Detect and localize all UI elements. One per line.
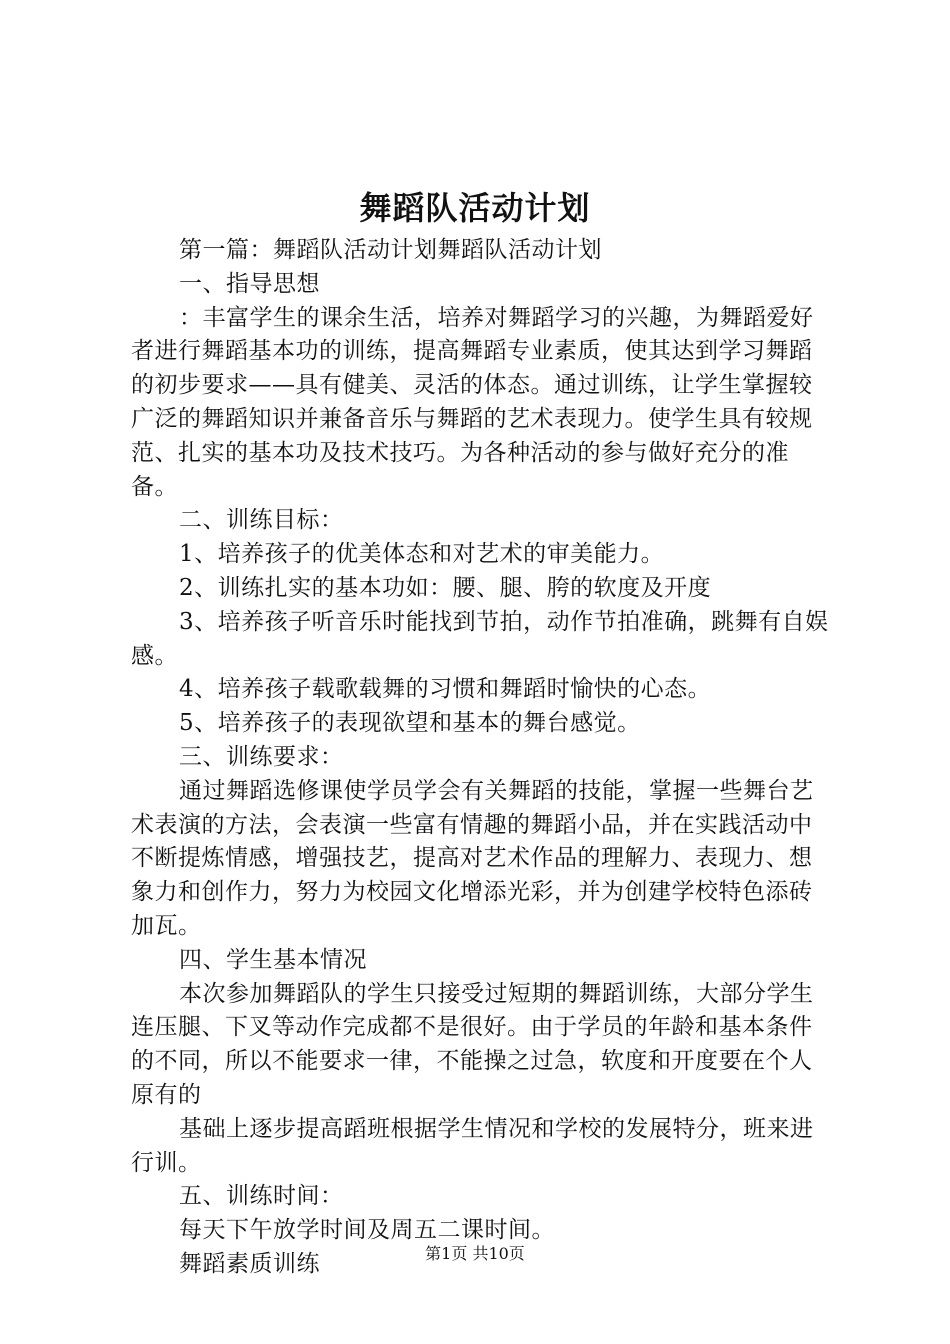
section-heading-first: 第一篇：舞蹈队活动计划舞蹈队活动计划 bbox=[179, 237, 602, 263]
goal-item-4: 4、培养孩子载歌载舞的习惯和舞蹈时愉快的心态。 bbox=[179, 676, 712, 703]
page-footer: 第1页 共10页 bbox=[425, 1244, 525, 1263]
document-title: 舞蹈队活动计划 bbox=[359, 189, 591, 227]
heading-training-requirements: 三、训练要求： bbox=[179, 743, 344, 770]
heading-training-goals: 二、训练目标： bbox=[179, 507, 344, 534]
heading-guiding-thought: 一、指导思想 bbox=[179, 270, 320, 297]
heading-training-time: 五、训练时间： bbox=[179, 1183, 344, 1210]
paragraph-training-time: 每天下午放学时间及周五二课时间。 bbox=[179, 1217, 555, 1244]
paragraph-student-situation-cont: 基础上逐步提高蹈班根据学生情况和学校的发展特分，班来进行训。 bbox=[131, 1115, 814, 1176]
goal-item-5: 5、培养孩子的表现欲望和基本的舞台感觉。 bbox=[179, 710, 641, 737]
heading-student-situation: 四、学生基本情况 bbox=[179, 946, 367, 973]
goal-item-1: 1、培养孩子的优美体态和对艺术的审美能力。 bbox=[179, 541, 665, 568]
heading-dance-quality-training: 舞蹈素质训练 bbox=[179, 1250, 320, 1277]
document-body bbox=[131, 234, 835, 1282]
paragraph-guiding-thought: ：丰富学生的课余生活，培养对舞蹈学习的兴趣，为舞蹈爱好者进行舞蹈基本功的训练，提高舞蹈专业素质，使其达到学习舞蹈的初步要求——具有健美、灵活的体态。通过训练，让学生掌握较广泛的舞蹈知识并兼备音乐与舞蹈的艺术表现力。使学生具有较规范、扎实的基本功及技术技巧。为各种活动的参与做好充分的准备。 bbox=[131, 304, 814, 500]
paragraph-training-requirements: 通过舞蹈选修课使学员学会有关舞蹈的技能，掌握一些舞台艺术表演的方法，会表演一些富有情趣的舞蹈小品，并在实践活动中不断提炼情感，增强技艺，提高对艺术作品的理解力、表现力、想象力和创作力，努力为校园文化增添光彩，并为创建学校特色添砖加瓦。 bbox=[131, 777, 814, 939]
goal-item-3: 3、培养孩子听音乐时能找到节拍，动作节拍准确，跳舞有自娱感。 bbox=[131, 608, 829, 669]
paragraph-student-situation: 本次参加舞蹈队的学生只接受过短期的舞蹈训练，大部分学生连压腿、下叉等动作完成都不是很好。由于学员的年龄和基本条件的不同，所以不能要求一律，不能操之过急，软度和开度要在个人原有的 bbox=[131, 980, 814, 1108]
goal-item-2: 2、训练扎实的基本功如：腰、腿、胯的软度及开度 bbox=[179, 574, 712, 601]
